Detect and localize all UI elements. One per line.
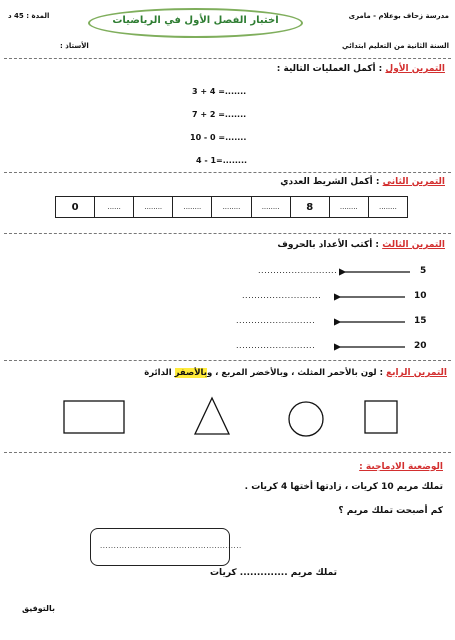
exam-title: اختبار الفصل الأول في الرياضيات bbox=[112, 15, 279, 26]
class-level: السنة الثانية من التعليم ابتدائي bbox=[342, 42, 449, 50]
situation-question: كم أصبحت تملك مريم ؟ bbox=[338, 506, 443, 516]
exercise2-instruction: : أكمل الشريط العددي bbox=[280, 177, 380, 187]
strip-cell: ...... bbox=[94, 197, 133, 217]
operation-3: 10 - 0 =....... bbox=[190, 133, 247, 142]
strip-cell: 8 bbox=[290, 197, 329, 217]
answer-dots: .......................... bbox=[258, 266, 338, 275]
answer-dots: .......................... bbox=[236, 341, 316, 350]
situation-text: تملك مريم 10 كريات ، زادتها أختها 4 كريات . bbox=[244, 482, 443, 492]
footer-wish: بالتوفيق bbox=[22, 604, 56, 613]
circle-shape bbox=[289, 402, 323, 436]
teacher-label: الأستاذ : bbox=[60, 42, 89, 50]
situation-heading: الوضعية الادماجية : bbox=[359, 462, 443, 472]
divider bbox=[4, 452, 451, 453]
square-shape bbox=[365, 401, 397, 433]
triangle-shape bbox=[195, 398, 229, 434]
exercise4-heading: التمرين الرابع bbox=[385, 368, 447, 378]
strip-cell: ........ bbox=[133, 197, 172, 217]
strip-cell: ........ bbox=[211, 197, 250, 217]
answer-dots: .......................... bbox=[236, 316, 316, 325]
exercise4-part1: : لون بالأحمر المثلث ، وبالأخضر المربع ، و bbox=[206, 368, 383, 378]
strip-cell: ........ bbox=[251, 197, 290, 217]
number-5: 5 bbox=[420, 266, 427, 276]
exercise3-instruction: : أكتب الأعداد بالحروف bbox=[277, 240, 380, 250]
exercise1-instruction: : أكمل العمليات التالية : bbox=[276, 64, 383, 74]
highlighted-word: بالأصفر bbox=[174, 368, 207, 378]
strip-cell: ........ bbox=[172, 197, 211, 217]
exercise2-heading: التمرين الثاني bbox=[382, 177, 445, 187]
school-name: مدرسة زحاف بوعلام - مامرى bbox=[348, 12, 449, 20]
exercise4-part2: الدائرة bbox=[144, 368, 172, 378]
number-20: 20 bbox=[414, 341, 427, 351]
operation-2: 7 + 2 =....... bbox=[192, 110, 247, 119]
strip-cell: ........ bbox=[368, 197, 407, 217]
strip-cell: 0 bbox=[71, 201, 79, 213]
number-10: 10 bbox=[414, 291, 427, 301]
rectangle-shape bbox=[64, 401, 124, 433]
duration: المدة : 45 د bbox=[8, 12, 50, 20]
exercise1-heading: التمرين الأول bbox=[385, 64, 445, 74]
exercise3-heading: التمرين الثالث bbox=[382, 240, 445, 250]
operation-1: 3 + 4 =....... bbox=[192, 87, 247, 96]
strip-cell: ........ bbox=[329, 197, 368, 217]
situation-answer: تملك مريم .............. كريات bbox=[210, 568, 337, 578]
box-dots: .................................................... bbox=[100, 542, 242, 550]
answer-dots: .......................... bbox=[242, 291, 322, 300]
number-15: 15 bbox=[414, 316, 427, 326]
operation-4: 4 - 1=........ bbox=[196, 156, 248, 165]
